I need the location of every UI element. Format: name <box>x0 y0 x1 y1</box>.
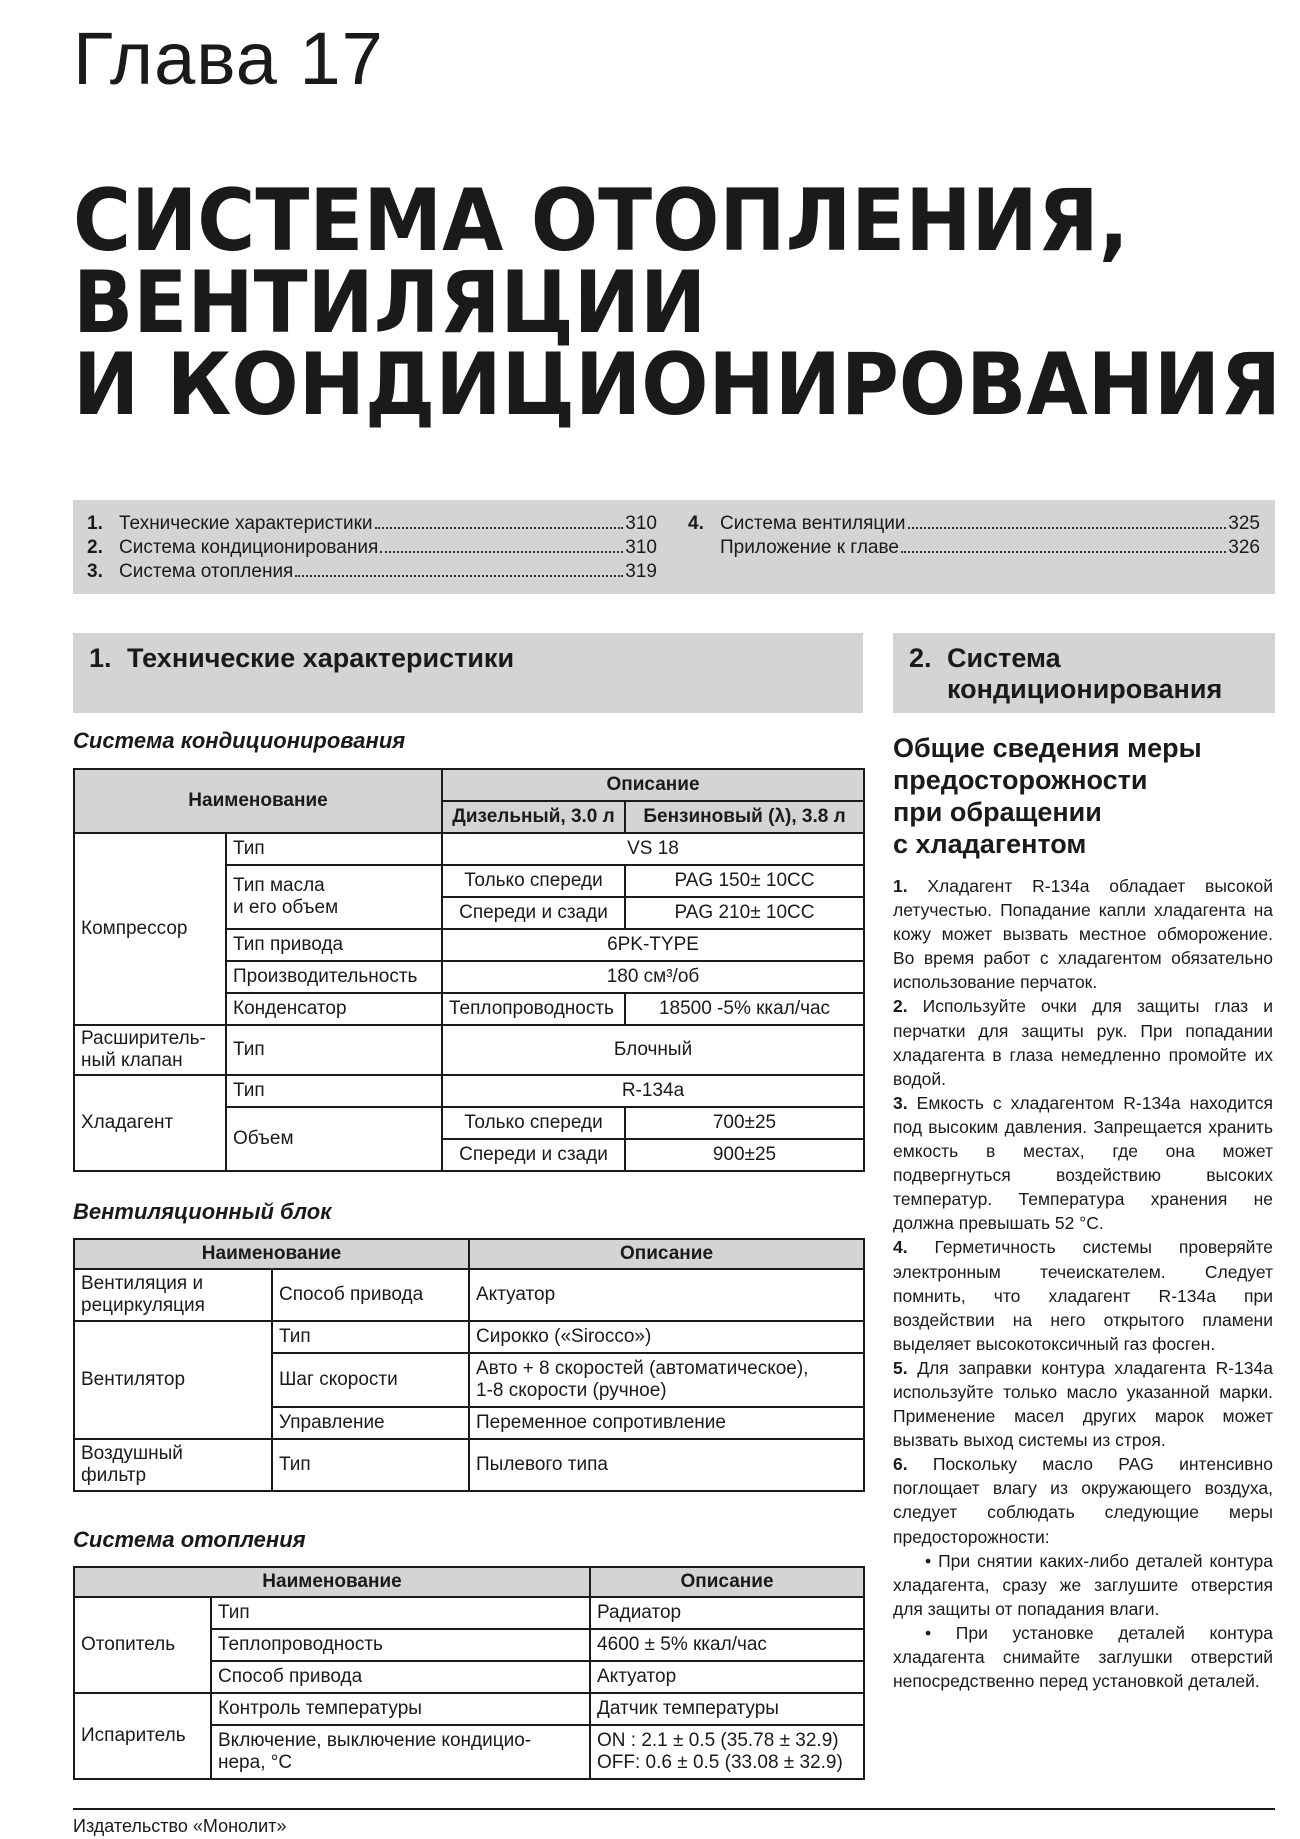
table-cell: 700±25 <box>625 1107 864 1139</box>
section-title: Система <box>947 643 1061 673</box>
table-cell: Тип <box>272 1321 469 1353</box>
table-cell: Способ привода <box>211 1661 590 1693</box>
item-text: Используйте очки для защиты глаз и перчатки для защиты рук. При попадании хладагента в глаза немедленно промойте их водой. <box>893 996 1273 1089</box>
precautions-heading <box>893 732 1273 860</box>
table-cell: Компрессор <box>74 833 226 1025</box>
cell-line: Вентиляция и <box>81 1273 204 1294</box>
toc-page: 326 <box>1228 537 1260 558</box>
table-cell: PAG 150± 10CC <box>625 865 864 897</box>
item-number: 6. <box>893 1454 908 1475</box>
cell-line: OFF: 0.6 ± 0.5 (33.08 ± 32.9) <box>597 1752 843 1773</box>
cell-line: Авто + 8 скоростей (автоматическое), <box>476 1358 809 1379</box>
table-cell: Вентилятор <box>74 1321 272 1439</box>
table-cell: Тип привода <box>226 929 442 961</box>
item-text: Хладагент R-134a обладает высокой летучестью. Попадание капли хладагента на кожу может вызвать местное обморожение. Во время работ с хладагентом обязательно использование перчаток. <box>893 876 1273 993</box>
ac-spec-table <box>73 768 865 1172</box>
table-cell: Только спереди <box>442 1107 625 1139</box>
chapter-title <box>73 171 1282 435</box>
cell-line: Включение, выключение кондицио- <box>218 1730 532 1751</box>
item-text: Для заправки контура хладагента R-134a используйте только масло указанной марки. Применение масел других марок может вызвать выход системы из строя. <box>893 1357 1273 1451</box>
toc-number: 4. <box>688 513 704 534</box>
table-cell: 180 см³/об <box>442 961 864 993</box>
precaution-item <box>893 994 1273 1090</box>
table-cell: Производительность <box>226 961 442 993</box>
toc-leader <box>901 551 1226 553</box>
toc-leader <box>380 551 623 553</box>
table-cell: Отопитель <box>74 1597 211 1693</box>
table-cell: Датчик температуры <box>590 1693 864 1725</box>
publisher-footer: Издательство «Монолит» <box>73 1816 287 1836</box>
table-cell: 4600 ± 5% ккал/час <box>590 1629 864 1661</box>
table-cell: Радиатор <box>590 1597 864 1629</box>
table-header: Дизельный, 3.0 л <box>442 801 625 833</box>
table-cell: Переменное сопротивление <box>469 1407 864 1439</box>
table-cell: Пылевого типа <box>469 1439 864 1491</box>
table-cell: Управление <box>272 1407 469 1439</box>
cell-line: фильтр <box>81 1465 147 1486</box>
toc-item[interactable] <box>87 512 657 536</box>
cell-line: рециркуляция <box>81 1295 205 1316</box>
toc-item[interactable] <box>688 512 1260 536</box>
section-number: 2. <box>909 643 932 673</box>
toc-number: 3. <box>87 561 103 582</box>
toc-item[interactable] <box>87 560 657 584</box>
toc-number: 1. <box>87 513 103 534</box>
section-header-1 <box>73 633 863 713</box>
table-cell <box>74 1439 272 1491</box>
table-cell: Тип <box>226 1075 442 1107</box>
table-cell: Спереди и сзади <box>442 1139 625 1171</box>
precaution-item <box>893 1356 1273 1452</box>
table-cell: Теплопроводность <box>211 1629 590 1661</box>
toc-label: Система кондиционирования <box>119 537 379 558</box>
toc-leader <box>908 527 1227 529</box>
table-cell: Блочный <box>442 1025 864 1075</box>
toc-leader <box>375 527 624 529</box>
heading-line: с хладагентом <box>893 829 1087 859</box>
table-cell: 18500 -5% ккал/час <box>625 993 864 1025</box>
item-text: Поскольку масло PAG интенсивно поглощает влагу из окружающего воздуха, следует соблюдать следующие меры предосторожности: <box>893 1454 1273 1547</box>
table-header: Наименование <box>74 1567 590 1597</box>
precaution-item <box>893 1452 1273 1548</box>
item-number: 3. <box>893 1092 908 1113</box>
toc-number: 2. <box>87 537 103 558</box>
title-line: СИСТЕМА ОТОПЛЕНИЯ, <box>73 171 1129 271</box>
toc-column-left <box>87 512 657 584</box>
title-line: И КОНДИЦИОНИРОВАНИЯ <box>73 335 1282 435</box>
cell-line: и его объем <box>233 897 339 918</box>
cell-line: ный клапан <box>81 1050 183 1071</box>
subsection-title-vent: Вентиляционный блок <box>73 1199 332 1224</box>
table-cell: Способ привода <box>272 1269 469 1321</box>
table-cell: Объем <box>226 1107 442 1171</box>
table-header: Описание <box>442 769 864 801</box>
item-text: Герметичность системы проверяйте электронным течеискателем. Следует помнить, что хладагент R-134a при воздействии на него открытого пламени выделяет высокотоксичный газ фосген. <box>893 1237 1273 1354</box>
table-cell: Конденсатор <box>226 993 442 1025</box>
table-cell: R-134a <box>442 1075 864 1107</box>
cell-line: нера, °С <box>218 1752 293 1773</box>
table-cell: Только спереди <box>442 865 625 897</box>
section-header-2 <box>893 633 1275 713</box>
table-header: Наименование <box>74 769 442 833</box>
heading-line: Общие сведения меры <box>893 733 1202 763</box>
cell-line: Расширитель- <box>81 1028 206 1049</box>
cell-line: Тип масла <box>233 875 325 896</box>
chapter-label: Глава 17 <box>73 17 384 100</box>
table-header: Наименование <box>74 1239 469 1269</box>
table-cell: Актуатор <box>469 1269 864 1321</box>
bullet-item: • При установке деталей контура хладагента снимайте заглушки отверстий непосредственно перед установкой деталей. <box>893 1622 1273 1692</box>
table-cell <box>469 1353 864 1407</box>
table-cell: 900±25 <box>625 1139 864 1171</box>
toc-label: Технические характеристики <box>119 513 373 534</box>
item-number: 4. <box>893 1237 908 1258</box>
table-cell: VS 18 <box>442 833 864 865</box>
footer-divider <box>73 1808 1275 1810</box>
table-cell: Тип <box>226 833 442 865</box>
cell-line: ON : 2.1 ± 0.5 (35.78 ± 32.9) <box>597 1730 839 1751</box>
item-number: 5. <box>893 1357 908 1378</box>
cell-line: 1-8 скорости (ручное) <box>476 1380 667 1401</box>
table-cell: Испаритель <box>74 1693 211 1779</box>
table-header: Бензиновый (λ), 3.8 л <box>625 801 864 833</box>
section-title: Технические характеристики <box>127 643 515 673</box>
table-cell: Тип <box>272 1439 469 1491</box>
table-cell: Тип <box>211 1597 590 1629</box>
toc-label: Система отопления <box>119 561 294 582</box>
item-text: Емкость с хладагентом R-134a находится под высоким давления. Запрещается хранить емкость в местах, где она может подвергнуться воздействию высоких температур. Температура хранения не должна превышать 52 °С. <box>893 1092 1273 1234</box>
precaution-item <box>893 1235 1273 1355</box>
precautions-text <box>893 874 1273 1693</box>
toc-page: 325 <box>1228 513 1260 534</box>
toc-item[interactable] <box>87 536 657 560</box>
toc-item[interactable] <box>688 536 1260 560</box>
table-cell <box>226 865 442 929</box>
cell-line: Воздушный <box>81 1443 183 1464</box>
table-cell <box>74 1269 272 1321</box>
toc-label: Система вентиляции <box>720 513 906 534</box>
toc-page: 319 <box>625 561 657 582</box>
vent-spec-table <box>73 1238 865 1492</box>
precaution-item <box>893 1091 1273 1236</box>
toc-page: 310 <box>625 513 657 534</box>
subsection-title-ac: Система кондиционирования <box>73 728 406 753</box>
toc-leader <box>295 575 623 577</box>
table-cell: Контроль температуры <box>211 1693 590 1725</box>
table-cell: PAG 210± 10CC <box>625 897 864 929</box>
heading-line: предосторожности <box>893 765 1148 795</box>
item-number: 1. <box>893 876 908 896</box>
toc-label: Приложение к главе <box>720 537 899 558</box>
section-number: 1. <box>89 643 112 673</box>
table-cell <box>590 1725 864 1779</box>
title-line: ВЕНТИЛЯЦИИ <box>73 253 707 353</box>
table-header: Описание <box>469 1239 864 1269</box>
table-cell: Шаг скорости <box>272 1353 469 1407</box>
subsection-title-heat: Система отопления <box>73 1527 306 1552</box>
toc-column-right <box>688 512 1260 560</box>
item-number: 2. <box>893 996 908 1017</box>
section-title: кондиционирования <box>947 674 1223 704</box>
table-cell: 6PK-TYPE <box>442 929 864 961</box>
table-header: Описание <box>590 1567 864 1597</box>
table-of-contents <box>73 500 1275 594</box>
table-cell: Тип <box>226 1025 442 1075</box>
table-cell <box>74 1025 226 1075</box>
bullet-item: • При снятии каких-либо деталей контура хладагента, сразу же заглушите отверстия для защиты от попадания влаги. <box>893 1550 1273 1619</box>
toc-page: 310 <box>625 537 657 558</box>
table-cell: Актуатор <box>590 1661 864 1693</box>
precaution-item <box>893 874 1273 994</box>
table-cell: Спереди и сзади <box>442 897 625 929</box>
table-cell: Теплопроводность <box>442 993 625 1025</box>
table-cell: Хладагент <box>74 1075 226 1171</box>
heading-line: при обращении <box>893 797 1102 827</box>
table-cell <box>211 1725 590 1779</box>
heat-spec-table <box>73 1566 865 1780</box>
table-cell: Сирокко («Sirocco») <box>469 1321 864 1353</box>
